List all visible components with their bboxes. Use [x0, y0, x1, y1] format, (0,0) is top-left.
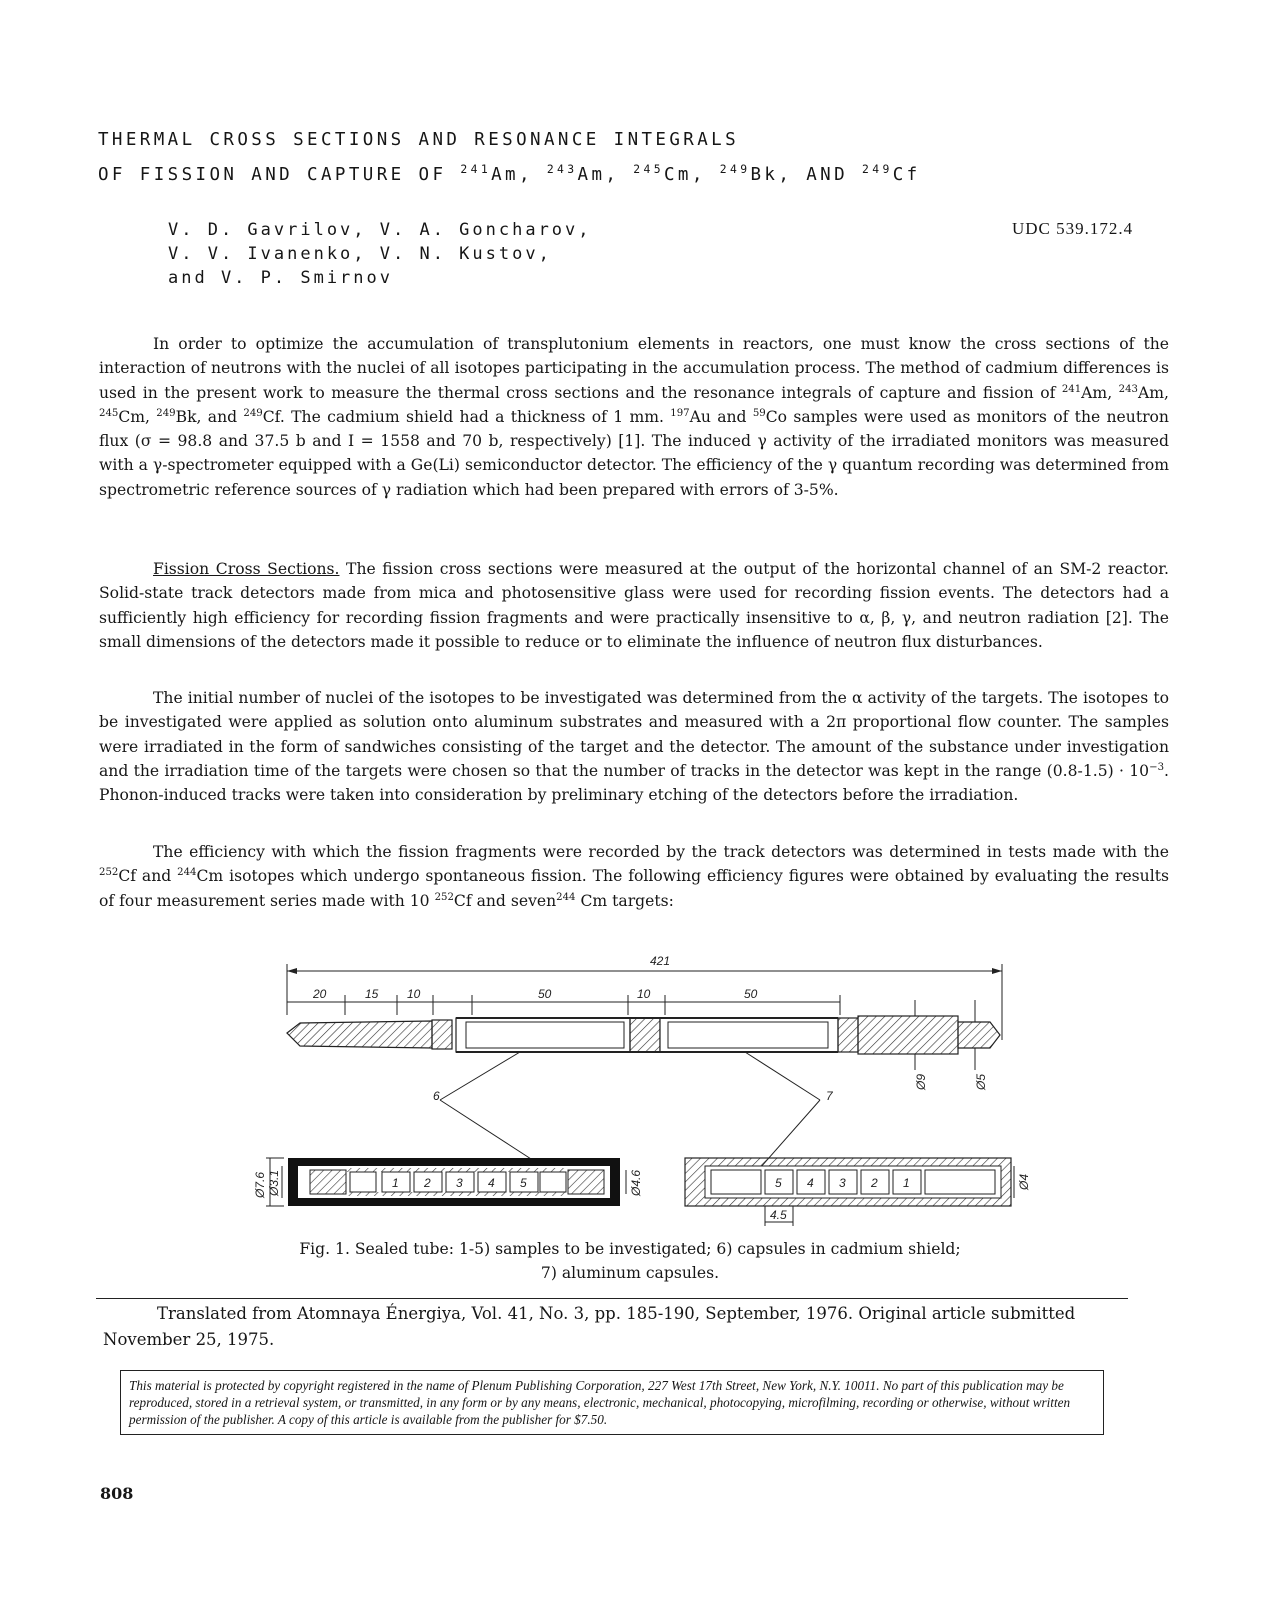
figure-caption: [210, 1237, 1050, 1285]
isotope-symbol: Bk: [750, 165, 779, 185]
caption-line: 7) aluminum capsules.: [540, 1264, 720, 1282]
isotope-symbol: Am,: [1138, 383, 1170, 402]
sample-label: 5: [775, 1176, 782, 1190]
text-run: . Phonon-induced tracks were taken into consideration by preliminary etching of the detectors before the irradiation.: [99, 761, 1169, 805]
isotope-mass: 59: [752, 407, 766, 419]
dimension-label: 50: [744, 987, 758, 1001]
copyright-notice: [120, 1370, 1104, 1435]
dimension-label: 20: [313, 987, 327, 1001]
dimension-label: Ø3.1: [267, 1169, 281, 1196]
isotope-symbol: Cm: [664, 165, 692, 185]
sample-label: 3: [839, 1176, 846, 1190]
isotope-symbol: Co: [765, 407, 788, 426]
author-line: and V. P. Smirnov: [168, 268, 393, 288]
sample-label: 1: [392, 1176, 399, 1190]
text-run: The cadmium shield had a thickness of 1 mm.: [284, 407, 671, 426]
isotope-symbol: Cm,: [118, 407, 157, 426]
sample-label: 4: [488, 1176, 495, 1190]
dimension-label: 421: [650, 954, 671, 968]
isotope-mass: 197: [670, 407, 690, 419]
text-run: isotopes which undergo spontaneous fission. The following efficiency figures were obtained by evaluating the results of four measurement series made with 10: [99, 867, 1169, 910]
separator: ,: [691, 165, 720, 185]
isotope-symbol: Cf and seven: [453, 891, 557, 910]
section-heading: Fission Cross Sections.: [153, 560, 340, 578]
isotope-symbol: Am: [577, 165, 606, 185]
dimension-label: Ø4.6: [629, 1169, 643, 1196]
isotope-symbol: Cf.: [262, 407, 285, 426]
sample-label: 2: [424, 1176, 431, 1190]
isotope-mass: 245: [99, 407, 119, 419]
isotope-mass: 252: [434, 891, 454, 903]
leader-label: 6: [433, 1089, 440, 1103]
isotope-symbol: Cf and: [118, 867, 178, 886]
separator: ,: [518, 165, 547, 185]
sample-label: 2: [871, 1176, 878, 1190]
isotope-symbol: Cm targets:: [575, 891, 674, 910]
dimension-label: Ø5: [974, 1073, 988, 1090]
isotope-symbol: Cf: [892, 165, 921, 185]
isotope-symbol: Am: [491, 165, 519, 185]
isotope-mass: 249: [719, 162, 751, 177]
text-run: The initial number of nuclei of the isotopes to be investigated was determined from the α activity of the targets. The isotopes to be investigated were applied as solution onto aluminum substrates and measured with a 2π proportional flow counter. The samples were irradiated in the form of sandwiches consisting of the target and the detector. The amount of the substance under investigation and the irradiation time of the targets were chosen so that the number of tracks in the detector was kept in the range (0.8-1.5) · 10: [99, 689, 1169, 780]
exponent: −3: [1149, 761, 1165, 773]
isotope-symbol: Bk, and: [175, 407, 244, 426]
isotope-mass: 244: [556, 891, 576, 903]
leader-label: 7: [826, 1089, 833, 1103]
caption-line: Fig. 1. Sealed tube: 1-5) samples to be investigated; 6) capsules in cadmium shield;: [299, 1240, 961, 1258]
isotope-symbol: Au and: [689, 407, 753, 426]
udc-code: UDC 539.172.4: [1012, 219, 1134, 238]
isotope-symbol: Am,: [1081, 383, 1119, 402]
isotope-mass: 244: [177, 867, 197, 879]
isotope-mass: 241: [1061, 383, 1082, 395]
translation-footnote: [103, 1301, 1123, 1353]
isotope-symbol: Cm: [196, 867, 224, 886]
isotope-mass: 252: [99, 867, 119, 879]
isotope-mass: 249: [243, 407, 263, 419]
sample-label: 3: [456, 1176, 463, 1190]
title-prefix: OF FISSION AND CAPTURE OF: [98, 165, 461, 185]
dimension-label: Ø4: [1017, 1173, 1031, 1190]
dimension-label: 10: [407, 987, 421, 1001]
author-line: V. V. Ivanenko, V. N. Kustov,: [168, 244, 552, 264]
text-run: The efficiency with which the fission fragments were recorded by the track detectors was determined in tests made with the: [153, 843, 1169, 861]
page-number: 808: [100, 1484, 134, 1503]
sample-label: 4: [807, 1176, 814, 1190]
isotope-mass: 243: [1118, 383, 1138, 395]
separator: , AND: [778, 165, 862, 185]
dimension-label: Ø9: [914, 1073, 928, 1090]
article-title-line-1: THERMAL CROSS SECTIONS AND RESONANCE INTEGRALS: [98, 130, 740, 150]
isotope-mass: 249: [156, 407, 176, 419]
isotope-mass: 241: [460, 162, 492, 177]
dimension-label: 50: [538, 987, 552, 1001]
footnote-divider: [96, 1298, 1128, 1299]
text-run: The fission cross sections were measured at the output of the horizontal channel of an SM-2 reactor. Solid-state track detectors made from mica and photosensitive glass were used for recording fission events. The detectors had a sufficiently high efficiency for recording fission fragments and were practically insensitive to α, β, γ, and neutron radiation [2]. The small dimensions of the detectors made it possible to reduce or to eliminate the influence of neutron flux disturbances.: [99, 560, 1169, 651]
footnote-text: Translated from Atomnaya Énergiya, Vol. 41, No. 3, pp. 185-190, September, 1976. Original article submitted November 25, 1975.: [103, 1304, 1076, 1349]
isotope-mass: 249: [861, 162, 893, 177]
isotope-mass: 243: [546, 162, 578, 177]
dimension-label: 10: [637, 987, 651, 1001]
text-run: In order to optimize the accumulation of transplutonium elements in reactors, one must know the cross sections of the interaction of neutrons with the nuclei of all isotopes participating in the accumulation process. The method of cadmium differences is used in the present work to measure the thermal cross sections and the resonance integrals of capture and fission of: [99, 335, 1169, 402]
sample-label: 1: [903, 1176, 910, 1190]
copyright-text: This material is protected by copyright registered in the name of Plenum Publishing Corporation, 227 West 17th Street, New York, N.Y. 10011. No part of this publication may be reproduced, stored in a retrieval system, or transmitted, in any form or by any means, electronic, mechanical, photocopying, microfilming, recording or otherwise, without written permission of the publisher. A copy of this article is available from the publisher for $7.50.: [129, 1378, 1071, 1427]
dimension-label: Ø7.6: [253, 1171, 267, 1198]
separator: ,: [605, 165, 634, 185]
text-run: samples were used as monitors of the neutron flux (σ = 98.8 and 37.5 b and I = 1558 and 70 b, respectively) [1]. The induced γ activity of the irradiated monitors was measured with a γ-spectrometer equipped with a Ge(Li) semiconductor detector. The efficiency of the γ quantum recording was determined from spectrometric reference sources of γ radiation which had been prepared with errors of 3-5%.: [99, 407, 1169, 499]
isotope-mass: 245: [633, 162, 664, 177]
sample-label: 5: [520, 1176, 527, 1190]
dimension-label: 4.5: [770, 1208, 787, 1222]
dimension-label: 15: [365, 987, 379, 1001]
author-line: V. D. Gavrilov, V. A. Goncharov,: [168, 220, 592, 240]
